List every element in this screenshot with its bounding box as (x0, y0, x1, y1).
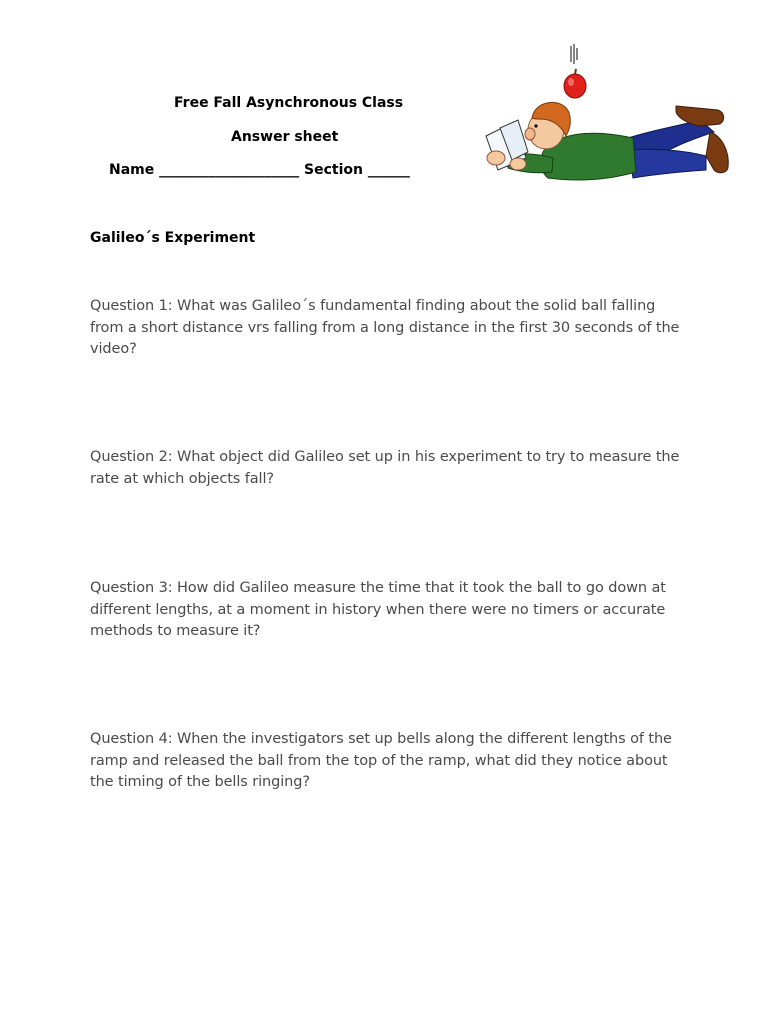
question-3: Question 3: How did Galileo measure the time that it took the ball to go down at different lengths, at a moment in history when there were no timers or accurate methods to measure it? (90, 580, 666, 639)
sheet-title: Free Fall Asynchronous Class (174, 95, 404, 111)
name-section-line: Name ____________________ Section ______ (109, 162, 410, 178)
boy-legs (628, 120, 714, 178)
apple-icon (564, 69, 586, 98)
boy-torso (508, 133, 636, 180)
question-4: Question 4: When the investigators set up bells along the different lengths of the ramp and released the ball from the top of the ramp, what did they notice about the timing of the bells ringing? (90, 731, 672, 790)
section-heading: Galileo´s Experiment (90, 230, 256, 246)
reading-boy-apple-illustration (478, 40, 736, 190)
question-1: Question 1: What was Galileo´s fundamental finding about the solid ball falling from a short distance vrs falling from a long distance in the first 30 seconds of the video? (90, 298, 680, 357)
sheet-subtitle: Answer sheet (231, 129, 339, 145)
falling-motion-lines (571, 44, 577, 64)
question-2: Question 2: What object did Galileo set up in his experiment to try to measure the rate at which objects fall? (90, 449, 680, 487)
